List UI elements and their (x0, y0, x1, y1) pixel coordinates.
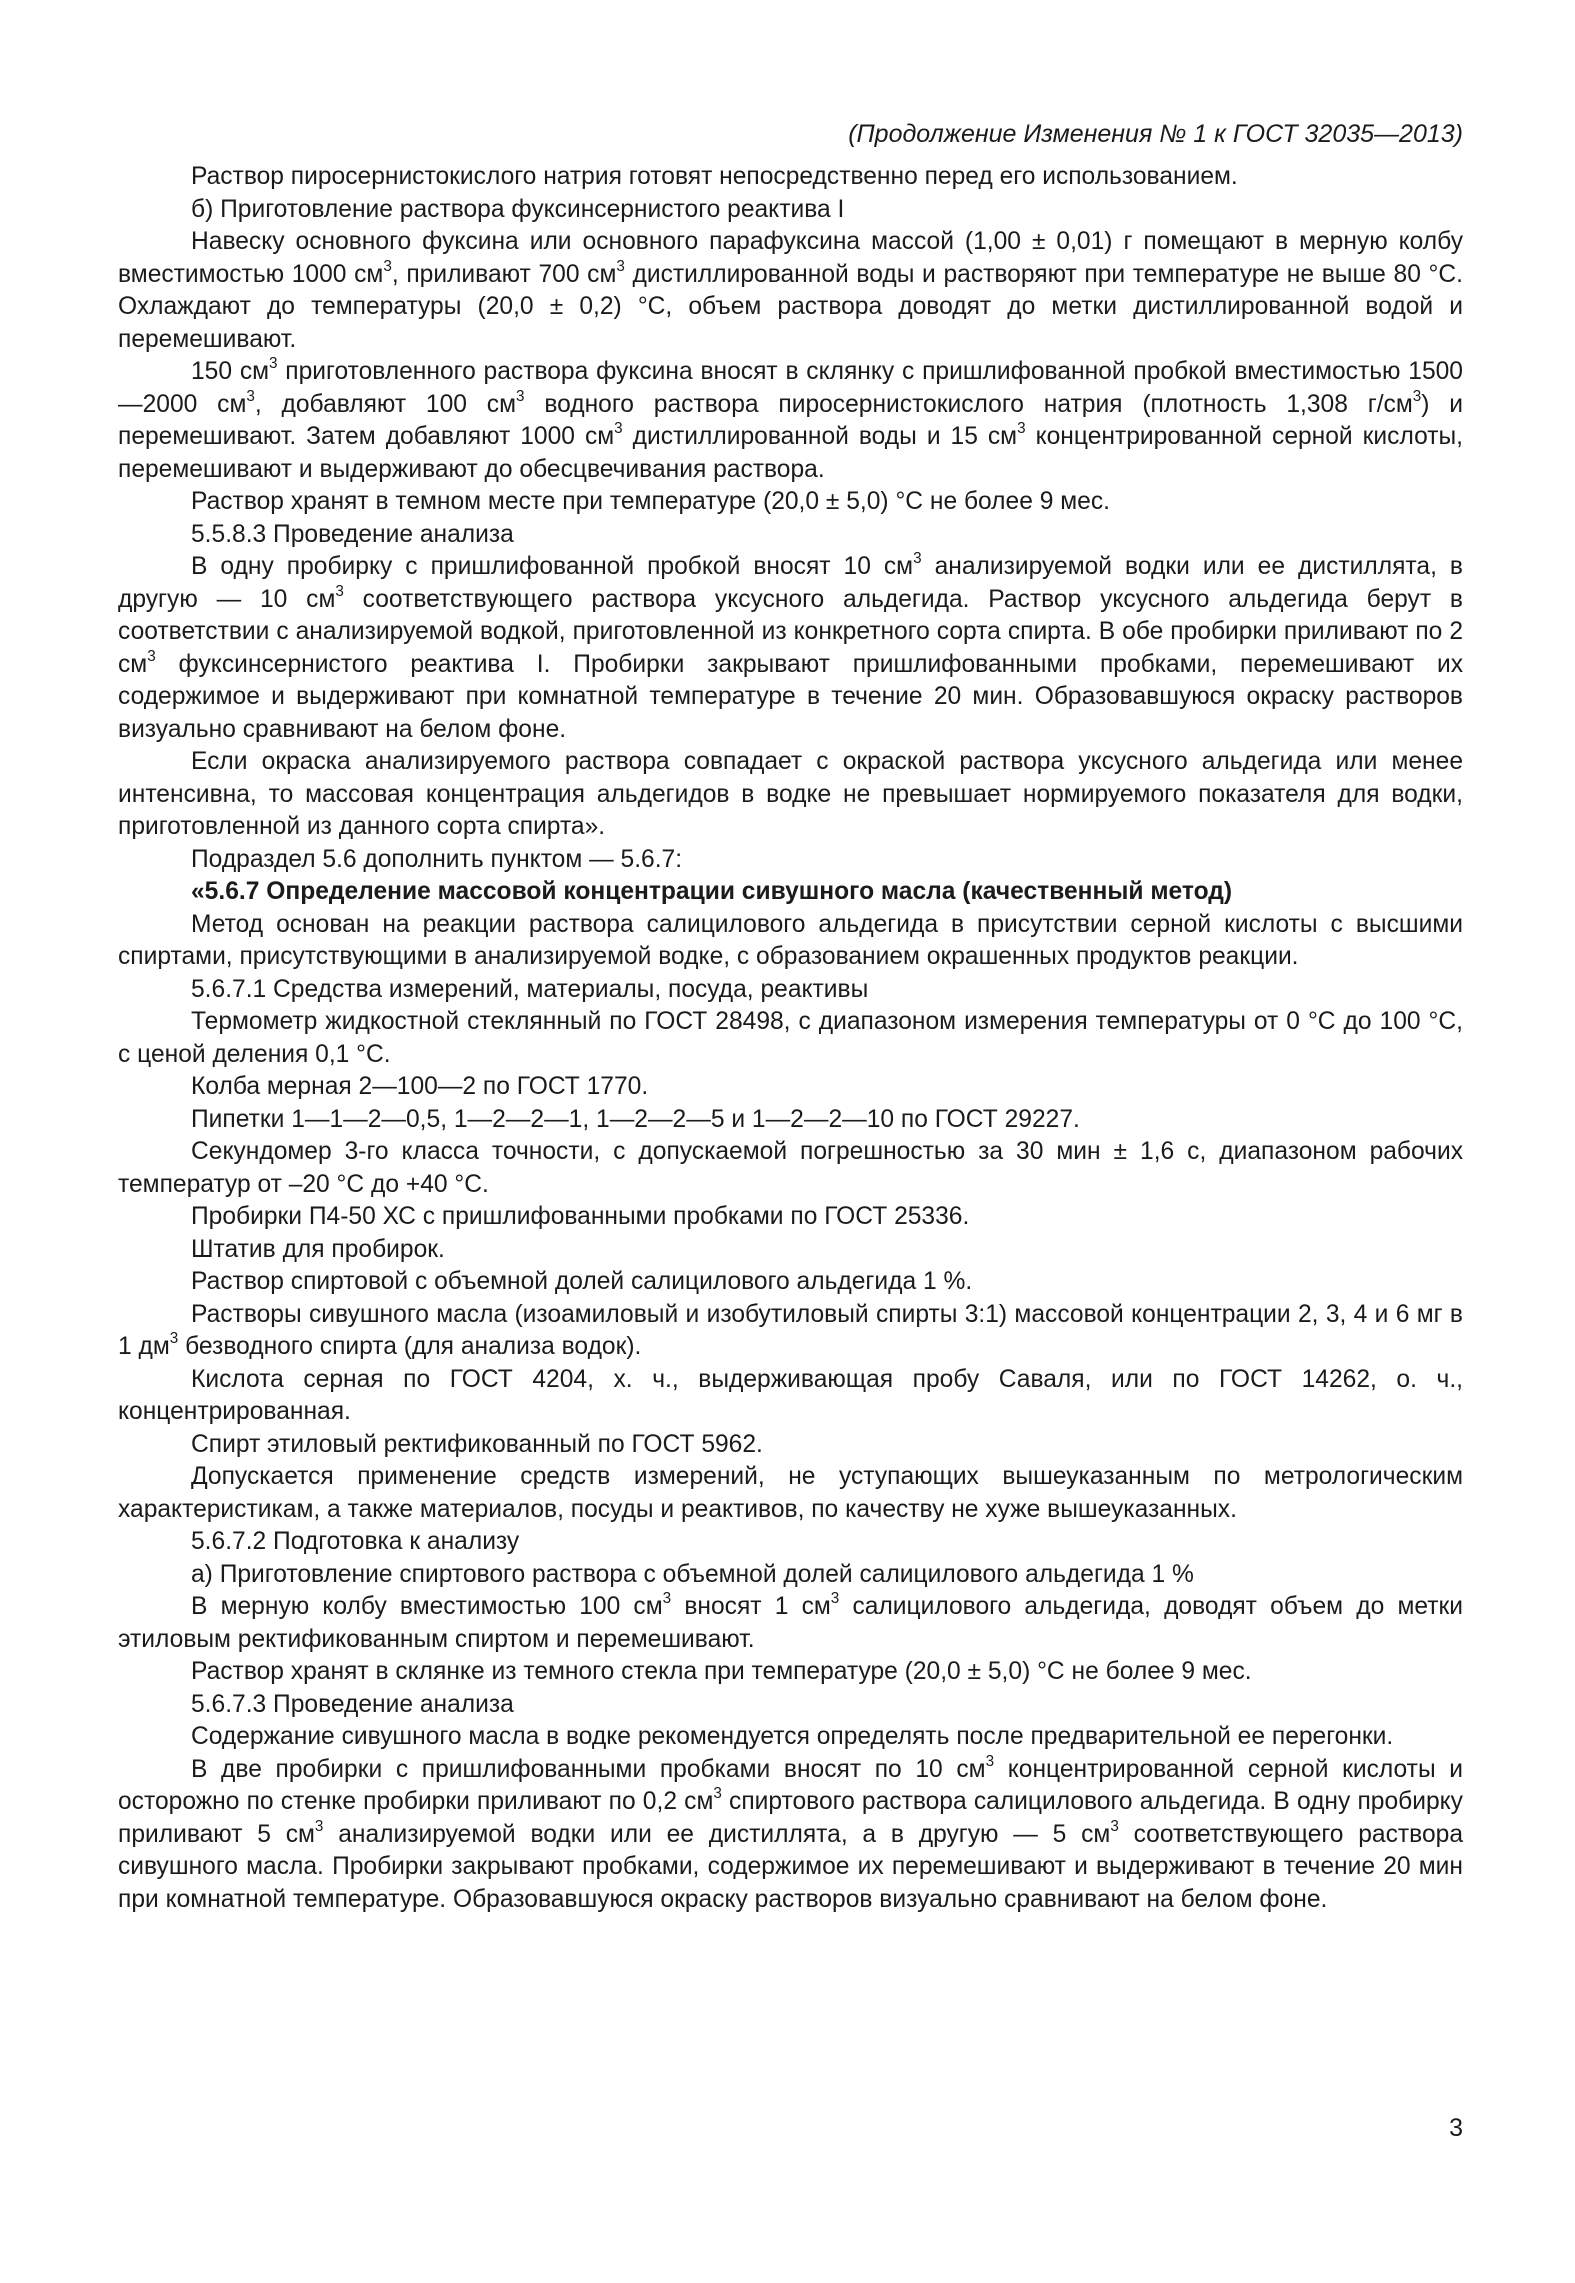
text-run: водного раствора пиросернистокислого натрия (плотность 1,308 г/см (524, 390, 1413, 418)
text-run: спиртового раствора салицилового альдегида. В одну пробирку приливают 5 см (118, 1788, 1463, 1848)
text-run: 150 см (191, 358, 270, 385)
paragraph (118, 356, 1463, 486)
text-run: В одну пробирку с пришлифованной пробкой вносят 10 см (191, 553, 914, 580)
text-run: Содержание сивушного масла в водке рекомендуется определять после предварительной ее перегонки. (191, 1723, 1394, 1750)
paragraph (118, 1689, 1463, 1722)
section-heading (118, 876, 1463, 909)
superscript: 3 (713, 1785, 722, 1803)
paragraph (118, 1721, 1463, 1754)
paragraph (118, 551, 1463, 746)
paragraph (118, 1201, 1463, 1234)
text-run: анализируемой водки или ее дистиллята, а в другую — 5 см (323, 1820, 1111, 1848)
paragraph (118, 1266, 1463, 1299)
text-run: , добавляют 100 см (254, 390, 516, 418)
text-run: 5.5.8.3 Проведение анализа (191, 520, 514, 548)
text-run: Термометр жидкостной стеклянный по ГОСТ 28498, с диапазоном измерения температуры от 0 °С до 100 °С, с ценой деления 0,1 °С. (118, 1008, 1463, 1068)
superscript: 3 (662, 1590, 672, 1608)
text-run: Спирт этиловый ректификованный по ГОСТ 5962. (191, 1430, 763, 1458)
text-run: Допускается применение средств измерений, не уступающих вышеуказанным по метрологическим характеристикам, а также материалов, посуды и реактивов, по качеству не хуже вышеуказанных. (118, 1463, 1463, 1523)
superscript: 3 (516, 387, 525, 405)
superscript: 3 (269, 355, 278, 373)
paragraph (118, 194, 1463, 227)
text-run: Пробирки П4-50 ХС с пришлифованными пробками по ГОСТ 25336. (191, 1203, 970, 1230)
paragraph (118, 1299, 1463, 1364)
text-run: Растворы сивушного масла (изоамиловый и изобутиловый спирты 3:1) массовой концентрации 2, 3, 4 и 6 мг в 1 дм (118, 1300, 1463, 1360)
page-number: 3 (1449, 2114, 1463, 2142)
text-run: Раствор хранят в склянке из темного стекла при температуре (20,0 ± 5,0) °С не более 9 мес. (191, 1658, 1252, 1685)
text-run: соответствующего раствора уксусного альдегида. Раствор уксусного альдегида берут в соответствии с анализируемой водкой, приготовленной из конкретного сорта спирта. В обе пробирки приливают по 2 см (118, 585, 1463, 678)
text-run: Раствор спиртовой с объемной долей салицилового альдегида 1 %. (191, 1268, 973, 1295)
superscript: 3 (1412, 387, 1422, 405)
paragraph (118, 1364, 1463, 1429)
paragraph (118, 1754, 1463, 1917)
paragraph (118, 226, 1463, 356)
text-run: безводного спирта (для анализа водок). (178, 1333, 642, 1360)
superscript: 3 (147, 647, 156, 665)
text-run: Пипетки 1—1—2—0,5, 1—2—2—1, 1—2—2—5 и 1—2—2—10 по ГОСТ 29227. (191, 1105, 1080, 1133)
text-run: Метод основан на реакции раствора салицилового альдегида в присутствии серной кислоты с высшими спиртами, присутствующими в анализируемой водке, с образованием окрашенных продуктов реакции. (118, 910, 1463, 970)
paragraph (118, 1461, 1463, 1526)
document-page (118, 118, 1463, 1916)
superscript: 3 (335, 582, 344, 600)
text-run: В две пробирки с пришлифованными пробками вносят по 10 см (191, 1755, 986, 1783)
text-run: Раствор пиросернистокислого натрия готовят непосредственно перед его использованием. (191, 163, 1238, 190)
running-header: (Продолжение Изменения № 1 к ГОСТ 32035—2013) (848, 120, 1463, 148)
text-run: концентрированной серной кислоты, перемешивают и выдерживают до обесцвечивания раствора. (118, 423, 1463, 483)
document-body (118, 161, 1463, 1916)
text-run: концентрированной серной кислоты и осторожно по стенке пробирки приливают по 0,2 см (118, 1755, 1464, 1815)
text-run: Если окраска анализируемого раствора совпадает с окраской раствора уксусного альдегида или менее интенсивна, то массовая концентрация альдегидов в водке не превышает нормируемого показателя для водки, приготовленной из данного сорта спирта». (118, 748, 1463, 840)
paragraph (118, 1591, 1463, 1656)
text-run: Колба мерная 2—100—2 по ГОСТ 1770. (191, 1073, 649, 1100)
text-run: , приливают 700 см (391, 260, 617, 288)
superscript: 3 (614, 420, 623, 438)
text-run: «5.6.7 Определение массовой концентрации сивушного масла (качественный метод) (191, 878, 1233, 905)
superscript: 3 (616, 257, 625, 275)
text-run: дистиллированной воды и растворяют при температуре не выше 80 °С. Охлаждают до температуры (20,0 ± 0,2) °С, объем раствора доводят до метки дистиллированной водой и перемешивают. (118, 260, 1463, 353)
text-run: 5.6.7.3 Проведение анализа (191, 1690, 514, 1718)
text-run: Секундомер 3-го класса точности, с допускаемой погрешностью за 30 мин ± 1,6 с, диапазоном рабочих температур от –20 °С до +40 °С. (118, 1138, 1463, 1198)
text-run: ) и перемешивают. Затем добавляют 1000 см (118, 390, 1464, 450)
superscript: 3 (913, 550, 922, 568)
paragraph (118, 844, 1463, 877)
text-run: а) Приготовление спиртового раствора с объемной долей салицилового альдегида 1 % (191, 1560, 1194, 1588)
text-run: 5.6.7.1 Средства измерений, материалы, посуда, реактивы (191, 975, 869, 1003)
paragraph (118, 1071, 1463, 1104)
superscript: 3 (314, 1817, 324, 1835)
paragraph (118, 1656, 1463, 1689)
text-run: приготовленного раствора фуксина вносят в склянку с пришлифованной пробкой вместимостью 1500—2000 см (118, 358, 1463, 418)
paragraph (118, 746, 1463, 844)
text-run: Навеску основного фуксина или основного парафуксина массой (1,00 ± 0,01) г помещают в мерную колбу вместимостью 1000 см (118, 228, 1463, 288)
paragraph (118, 1104, 1463, 1137)
superscript: 3 (169, 1330, 179, 1348)
paragraph (118, 1429, 1463, 1462)
text-run: вносят 1 см (671, 1593, 831, 1620)
superscript: 3 (246, 387, 255, 405)
superscript: 3 (830, 1590, 840, 1608)
superscript: 3 (1110, 1817, 1119, 1835)
superscript: 3 (1017, 420, 1026, 438)
text-run: Кислота серная по ГОСТ 4204, х. ч., выдерживающая пробу Саваля, или по ГОСТ 14262, о. ч., концентрированная. (118, 1365, 1463, 1425)
paragraph (118, 1006, 1463, 1071)
text-run: Подраздел 5.6 дополнить пунктом — 5.6.7: (191, 845, 683, 873)
paragraph (118, 1136, 1463, 1201)
text-run: Раствор хранят в темном месте при температуре (20,0 ± 5,0) °С не более 9 мес. (191, 488, 1110, 515)
paragraph (118, 161, 1463, 194)
paragraph (118, 486, 1463, 519)
paragraph (118, 909, 1463, 974)
paragraph (118, 1234, 1463, 1267)
text-run: б) Приготовление раствора фуксинсернистого реактива I (191, 195, 845, 223)
text-run: фуксинсернистого реактива I. Пробирки закрывают пришлифованными пробками, перемешивают их содержимое и выдерживают при комнатной температуре в течение 20 мин. Образовавшуюся окраску растворов визуально сравнивают на белом фоне. (118, 650, 1463, 743)
text-run: дистиллированной воды и 15 см (622, 423, 1018, 450)
text-run: соответствующего раствора сивушного масла. Пробирки закрывают пробками, содержимое их перемешивают и выдерживают в течение 20 мин при комнатной температуре. Образовавшуюся окраску растворов визуально сравнивают на белом фоне. (118, 1820, 1463, 1913)
text-run: анализируемой водки или ее дистиллята, в другую — 10 см (118, 553, 1463, 613)
superscript: 3 (383, 257, 392, 275)
paragraph (118, 1526, 1463, 1559)
paragraph (118, 519, 1463, 552)
text-run: 5.6.7.2 Подготовка к анализу (191, 1528, 520, 1555)
paragraph (118, 974, 1463, 1007)
superscript: 3 (985, 1752, 995, 1770)
text-run: салицилового альдегида, доводят объем до метки этиловым ректификованным спиртом и перемешивают. (118, 1593, 1463, 1653)
paragraph (118, 1559, 1463, 1592)
text-run: Штатив для пробирок. (191, 1235, 445, 1263)
text-run: В мерную колбу вместимостью 100 см (191, 1593, 663, 1620)
